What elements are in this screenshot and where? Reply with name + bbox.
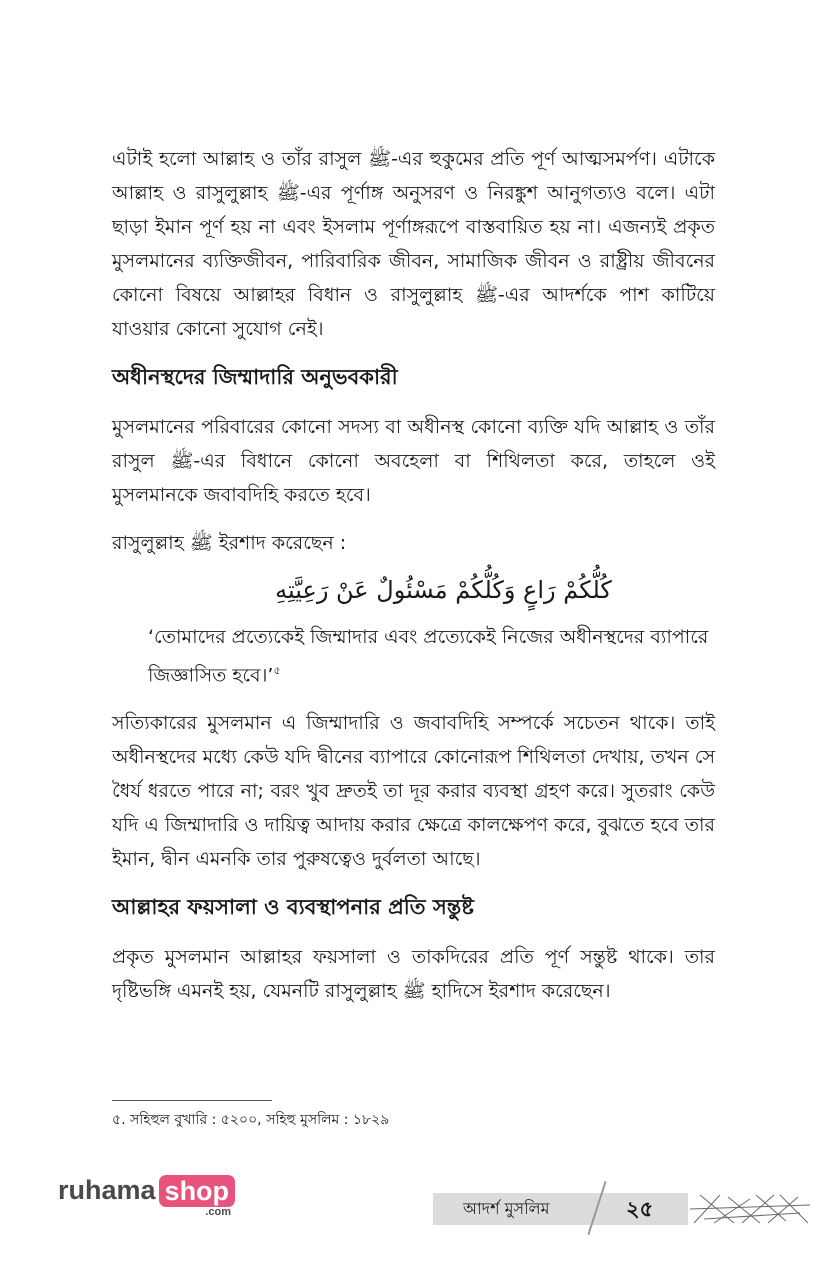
footer-book-title: আদর্শ মুসলিম xyxy=(463,1199,550,1218)
logo-shop: shop xyxy=(159,1175,236,1207)
paragraph-4: সত্যিকারের মুসলমান এ জিম্মাদারি ও জবাবদিহি সম্পর্কে সচেতন থাকে। তাই অধীনস্থদের মধ্যে কেউ যদি দ্বীনের ব্যাপারে কোনোরূপ শিথিলতা দেখায়, তখন সে ধৈর্য ধরতে পারে না; বরং খুব দ্রুতই তা দূর করার ব্যবস্থা গ্রহণ করে। সুতরাং কেউ যদি এ জিম্মাদারি ও দায়িত্ব আদায় করার ক্ষেত্রে কালক্ষেপণ করে, বুঝতে হবে তার ইমান, দ্বীন এমনকি তার পুরুষত্বেও দুর্বলতা আছে। xyxy=(112,712,715,871)
footnote: ৫. সহিহুল বুখারি : ৫২০০, সহিহু মুসলিম : ১৮২৯ xyxy=(112,1112,390,1128)
logo-domain: .com xyxy=(205,1206,232,1218)
ruhama-shop-logo xyxy=(58,1175,235,1218)
page-number: ২৫ xyxy=(626,1197,654,1221)
footnote-marker[interactable]: ৫ xyxy=(273,664,281,677)
footer-decoration-icon xyxy=(690,1193,810,1225)
page-body xyxy=(112,142,715,1008)
footnote-divider xyxy=(112,1100,272,1101)
paragraph-3: রাসুলুল্লাহ ﷺ ইরশাদ করেছেন : xyxy=(112,532,347,554)
arabic-hadith: كُلُّكُمْ رَاعٍ وَكُلُّكُمْ مَسْئُولٌ عَنْ رَعِيَّتِهِ xyxy=(275,576,612,604)
section-heading-1: অধীনস্থদের জিম্মাদারি অনুভবকারী xyxy=(112,365,398,389)
hadith-translation-text: ‘তোমাদের প্রত্যেকেই জিম্মাদার এবং প্রত্যেকেই নিজের অধীনস্থদের ব্যাপারে জিজ্ঞাসিত হবে।’ xyxy=(148,626,709,687)
logo-name: ruhama xyxy=(58,1175,156,1205)
hadith-translation xyxy=(148,620,715,692)
logo-shop-badge xyxy=(159,1175,236,1218)
section-heading-2: আল্লাহর ফয়সালা ও ব্যবস্থাপনার প্রতি সন্তুষ্ট xyxy=(112,895,474,920)
paragraph-5: প্রকৃত মুসলমান আল্লাহর ফয়সালা ও তাকদিরের প্রতি পূর্ণ সন্তুষ্ট থাকে। তার দৃষ্টিভঙ্গি এমনই হয়, যেমনটি রাসুলুল্লাহ ﷺ হাদিসে ইরশাদ করেছেন। xyxy=(112,946,715,1003)
paragraph-1: এটাই হলো আল্লাহ ও তাঁর রাসুল ﷺ-এর হুকুমের প্রতি পূর্ণ আত্মসমর্পণ। এটাকে আল্লাহ ও রাসুলুল্লাহ ﷺ-এর পূর্ণাঙ্গ অনুসরণ ও নিরঙ্কুশ আনুগত্যও বলে। এটা ছাড়া ইমান পূর্ণ হয় না এবং ইসলাম পূর্ণাঙ্গরূপে বাস্তবায়িত হয় না। এজন্যই প্রকৃত মুসলমানের ব্যক্তিজীবন, পারিবারিক জীবন, সামাজিক জীবন ও রাষ্ট্রীয় জীবনের কোনো বিষয়ে আল্লাহর বিধান ও রাসুলুল্লাহ ﷺ-এর আদর্শকে পাশ কাটিয়ে যাওয়ার কোনো সুযোগ নেই। xyxy=(112,148,716,340)
paragraph-2: মুসলমানের পরিবারের কোনো সদস্য বা অধীনস্থ কোনো ব্যক্তি যদি আল্লাহ ও তাঁর রাসুল ﷺ-এর বিধানে কোনো অবহেলা বা শিথিলতা করে, তাহলে ওই মুসলমানকে জবাবদিহি করতে হবে। xyxy=(112,416,715,506)
